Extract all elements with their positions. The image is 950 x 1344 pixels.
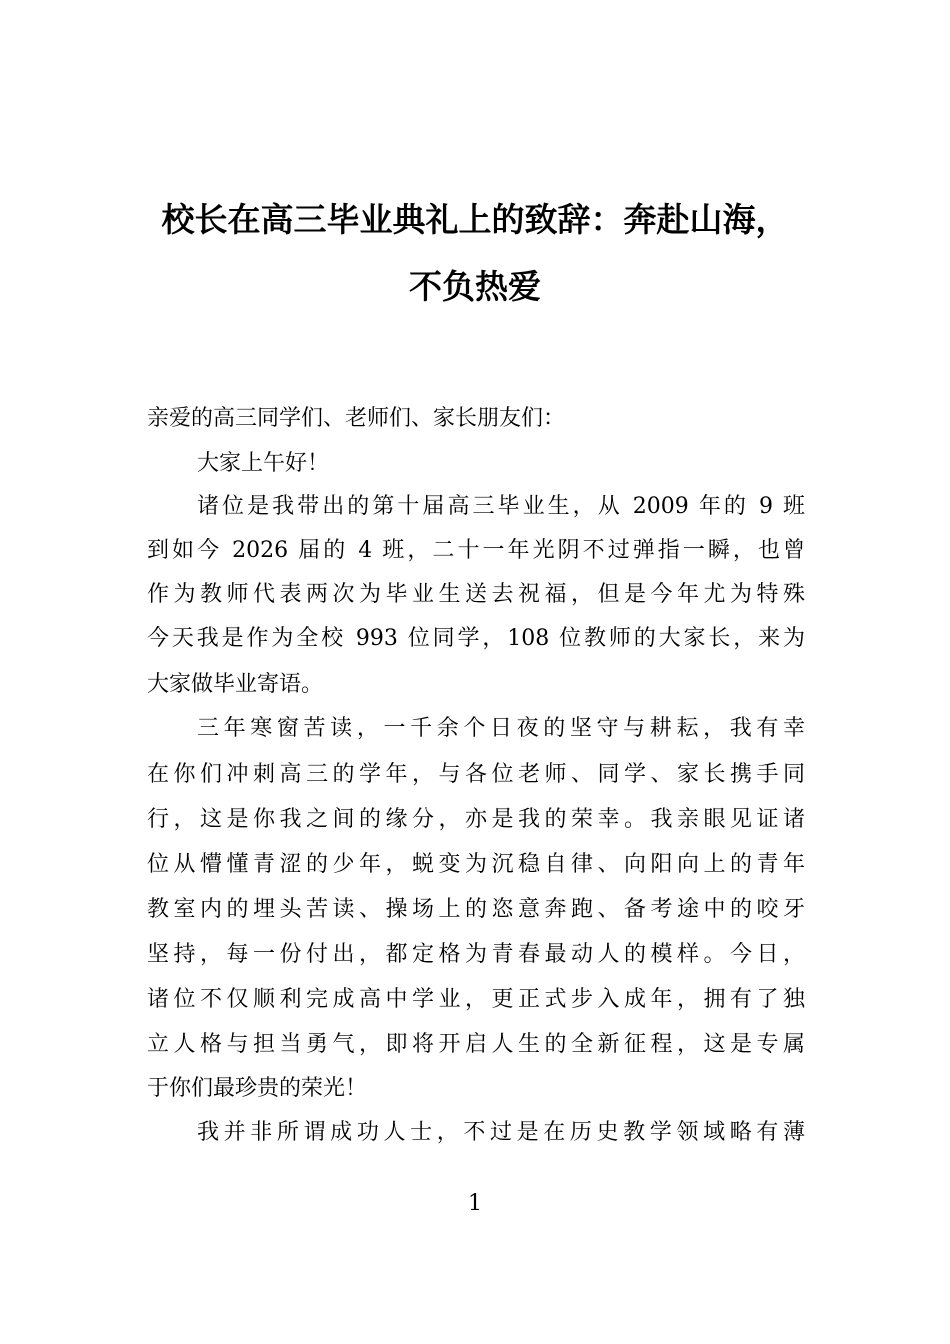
paragraph-line: 位从懵懂青涩的少年，蜕变为沉稳自律、向阳向上的青年 xyxy=(147,852,805,877)
paragraph-line: 诸位不仅顺利完成高中学业，更正式步入成年，拥有了独 xyxy=(147,987,805,1012)
paragraph-line: 诸位是我带出的第十届高三毕业生，从 2009 年的 9 班 xyxy=(197,494,805,519)
paragraph-line: 行，这是你我之间的缘分，亦是我的荣幸。我亲眼见证诸 xyxy=(147,807,805,832)
paragraph-line: 今天我是作为全校 993 位同学，108 位教师的大家长，来为 xyxy=(147,626,805,651)
paragraph-line: 大家做毕业寄语。 xyxy=(147,672,324,697)
paragraph-line: 三年寒窗苦读，一千余个日夜的坚守与耕耘，我有幸 xyxy=(197,716,805,741)
paragraph-line: 到如今 2026 届的 4 班，二十一年光阴不过弹指一瞬，也曾 xyxy=(147,538,805,563)
paragraph-line: 立人格与担当勇气，即将开启人生的全新征程，这是专属 xyxy=(147,1032,805,1057)
paragraph-line: 教室内的埋头苦读、操场上的恣意奔跑、备考途中的咬牙 xyxy=(147,897,805,922)
paragraph-line: 作为教师代表两次为毕业生送去祝福，但是今年尤为特殊 xyxy=(147,582,805,607)
paragraph-line: 坚持，每一份付出，都定格为青春最动人的模样。今日， xyxy=(147,942,805,967)
paragraph-line: 我并非所谓成功人士，不过是在历史教学领域略有薄 xyxy=(197,1120,805,1145)
document-title-line-1: 校长在高三毕业典礼上的致辞：奔赴山海， xyxy=(161,200,789,239)
paragraph-line: 在你们冲刺高三的学年，与各位老师、同学、家长携手同 xyxy=(147,762,805,787)
page-number: 1 xyxy=(468,1191,482,1216)
greeting: 大家上午好！ xyxy=(197,451,330,476)
document-title-line-2: 不负热爱 xyxy=(409,267,541,306)
paragraph-line: 于你们最珍贵的荣光！ xyxy=(147,1076,368,1101)
salutation: 亲爱的高三同学们、老师们、家长朋友们： xyxy=(147,406,566,431)
